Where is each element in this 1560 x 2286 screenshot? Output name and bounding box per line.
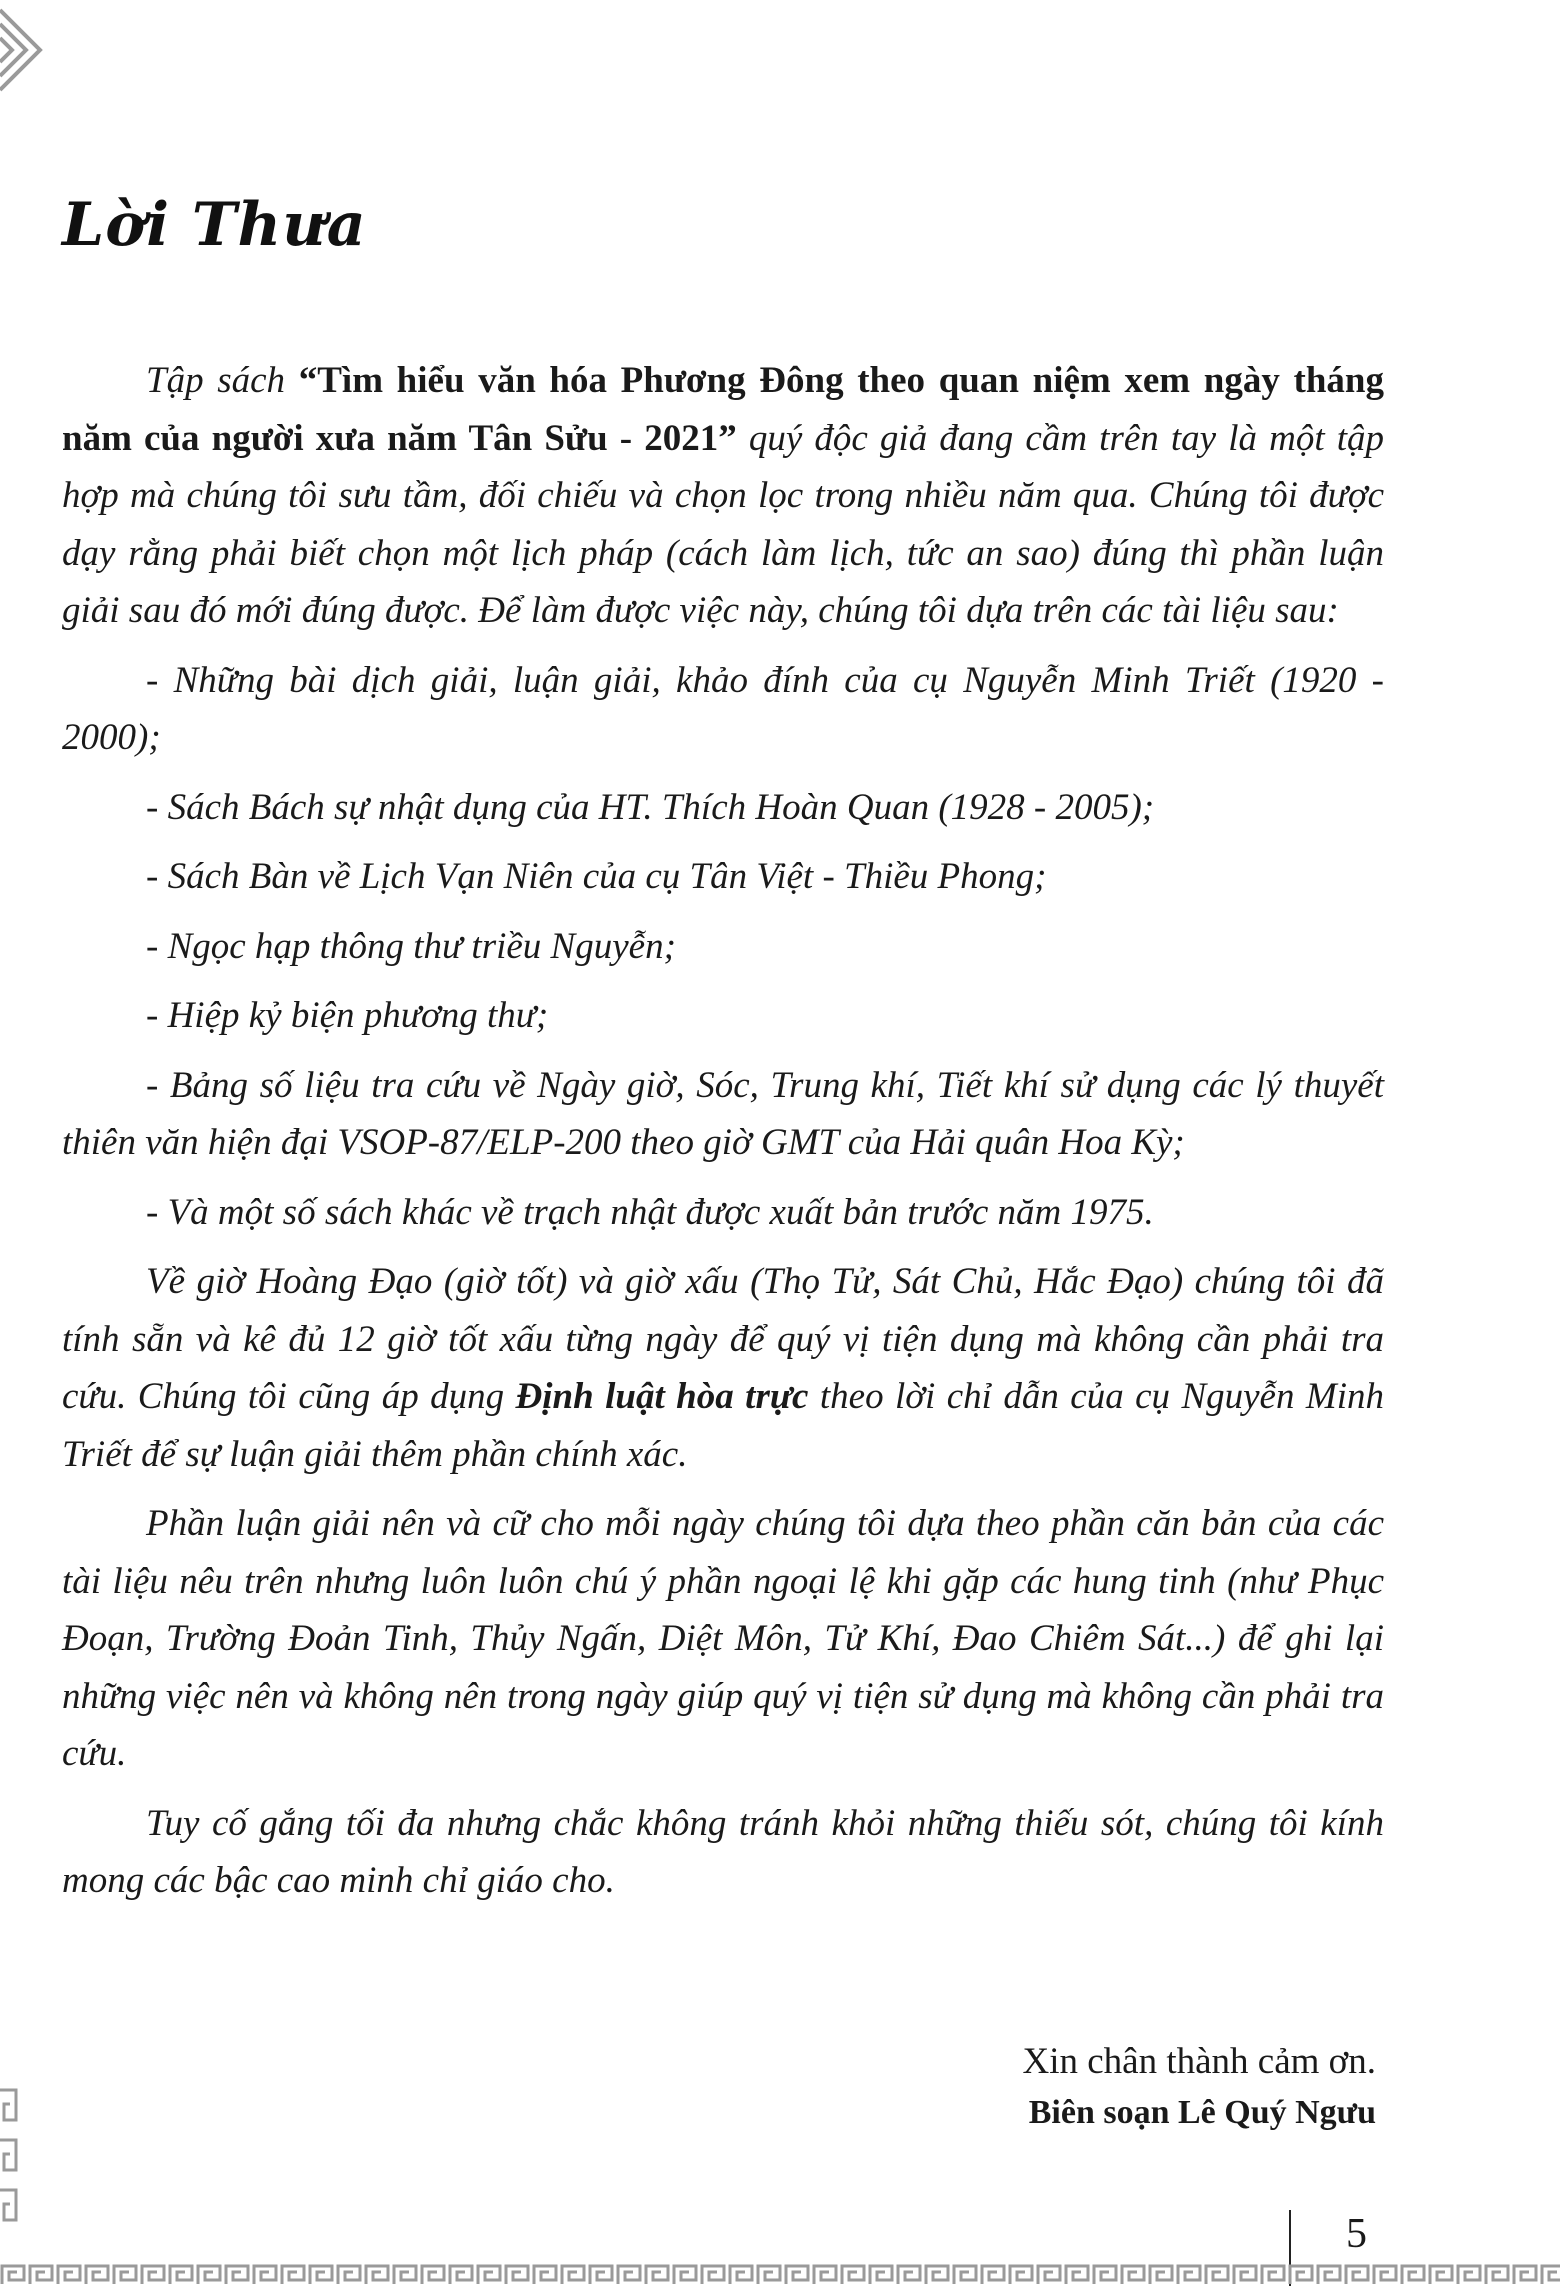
greek-key-corner-icon	[0, 0, 60, 110]
source-item: - Ngọc hạp thông thư triều Nguyễn;	[146, 925, 676, 967]
rule-name: Định luật hòa trực	[515, 1376, 809, 1417]
hours-text-cont: theo lời chỉ dẫn của cụ Nguyễn Minh Triết để sự luận giải thêm phần chính xác.	[62, 1376, 1385, 1475]
thanks-line: Xin chân thành cảm ơn.	[1022, 2041, 1376, 2082]
interpretation-paragraph: Phần luận giải nên và cữ cho mỗi ngày chúng tôi dựa theo phần căn bản của các tài liệu nêu trên nhưng luôn luôn chú ý phần ngoại lệ khi gặp các hung tinh (như Phục Đoạn, Trường Đoản Tinh, Thủy Ngấn, Diệt Môn, Tử Khí, Đao Chiêm Sát...) để ghi lại những việc nên và không nên trong ngày giúp quý vị tiện sử dụng mà không cần phải tra cứu.	[62, 1503, 1384, 1774]
source-item: - Bảng số liệu tra cứu về Ngày giờ, Sóc, Trung khí, Tiết khí sử dụng các lý thuyết thiên văn hiện đại VSOP-87/ELP-200 theo giờ GMT của Hải quân Hoa Kỳ;	[62, 1064, 1384, 1163]
intro-paragraph	[62, 352, 1384, 640]
hours-text: Về giờ Hoàng Đạo (giờ tốt) và giờ xấu (Thọ Tử, Sát Chủ, Hắc Đạo) chúng tôi đã tính sẵn và kê đủ 12 giờ tốt xấu từng ngày để quý vị tiện dụng mà không cần phải tra cứu. Chúng tôi cũng áp dụng	[62, 1261, 1384, 1417]
author-line: Biên soạn Lê Quý Ngưu	[1028, 2094, 1376, 2131]
intro-text-cont: quý độc giả đang cầm trên tay là một tập hợp mà chúng tôi sưu tầm, đối chiếu và chọn lọc trong nhiều năm qua. Chúng tôi được dạy rằng phải biết chọn một lịch pháp (cách làm lịch, tức an sao) đúng thì phần luận giải sau đó mới đúng được. Để làm được việc này, chúng tôi dựa trên các tài liệu sau:	[62, 417, 1384, 631]
source-item: - Hiệp kỷ biện phương thư;	[146, 995, 549, 1036]
source-item: - Và một số sách khác về trạch nhật được xuất bản trước năm 1975.	[146, 1191, 1154, 1233]
greek-key-border-icon	[0, 2262, 1560, 2286]
hours-paragraph	[62, 1253, 1384, 1483]
page-number: 5	[1346, 2211, 1367, 2257]
intro-text: Tập sách	[146, 360, 299, 401]
source-item: - Những bài dịch giải, luận giải, khảo đính của cụ Nguyễn Minh Triết (1920 - 2000);	[62, 659, 1384, 758]
source-item: - Sách Bách sự nhật dụng của HT. Thích Hoàn Quan (1928 - 2005);	[146, 786, 1155, 828]
greek-key-side-icon	[0, 2080, 22, 2240]
page-title: Lời Thưa	[62, 190, 367, 260]
source-item: - Sách Bàn về Lịch Vạn Niên của cụ Tân Việt - Thiều Phong;	[146, 856, 1047, 897]
closing-paragraph: Tuy cố gắng tối đa nhưng chắc không tránh khỏi những thiếu sót, chúng tôi kính mong các bậc cao minh chỉ giáo cho.	[62, 1802, 1384, 1901]
body-text	[62, 352, 1384, 1910]
book-title: “Tìm hiểu văn hóa Phương Đông theo quan niệm xem ngày tháng năm của người xưa năm Tân Sửu - 2021”	[62, 360, 1384, 459]
